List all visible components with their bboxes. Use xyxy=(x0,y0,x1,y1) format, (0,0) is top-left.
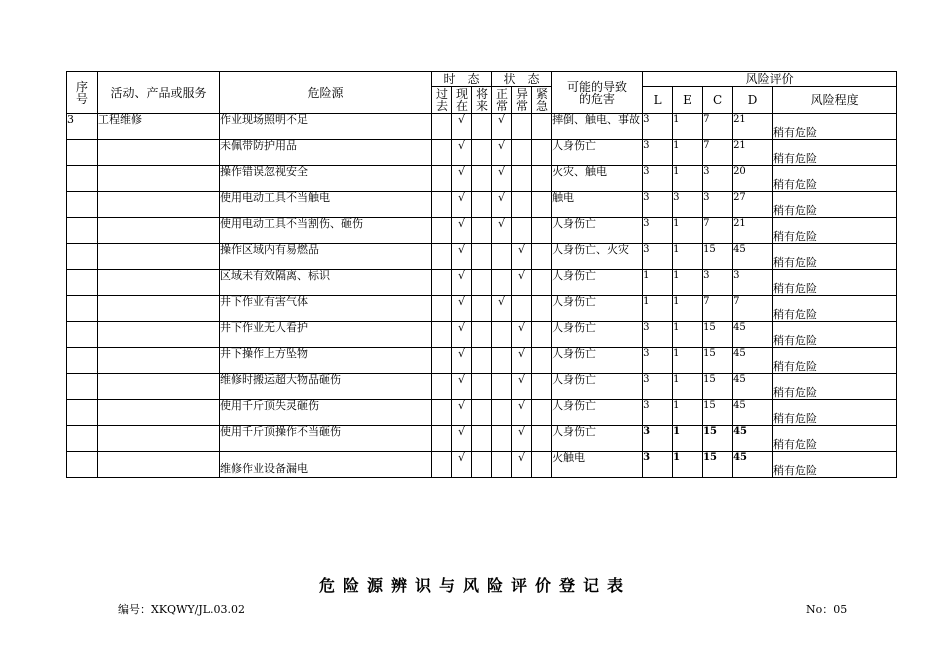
cell-future xyxy=(472,296,492,322)
cell-level: 稍有危险 xyxy=(773,400,897,426)
cell-seq xyxy=(67,218,98,244)
header-state: 状 态 xyxy=(492,72,552,87)
cell-emergency xyxy=(532,322,552,348)
cell-emergency xyxy=(532,244,552,270)
cell-past xyxy=(432,452,452,478)
cell-D: 45 xyxy=(733,400,773,426)
cell-past xyxy=(432,296,452,322)
header-past: 过去 xyxy=(432,87,452,114)
cell-hazard: 未佩带防护用品 xyxy=(220,140,432,166)
cell-abnormal: √ xyxy=(512,348,532,374)
cell-present: √ xyxy=(452,400,472,426)
cell-hazard: 使用千斤顶操作不当砸伤 xyxy=(220,426,432,452)
cell-seq xyxy=(67,244,98,270)
cell-D: 45 xyxy=(733,452,773,478)
cell-normal xyxy=(492,270,512,296)
cell-present: √ xyxy=(452,218,472,244)
cell-C: 15 xyxy=(703,400,733,426)
cell-level: 稍有危险 xyxy=(773,270,897,296)
cell-L: 3 xyxy=(643,244,673,270)
cell-present: √ xyxy=(452,296,472,322)
cell-result: 人身伤亡 xyxy=(552,296,643,322)
cell-seq xyxy=(67,374,98,400)
cell-D: 3 xyxy=(733,270,773,296)
cell-future xyxy=(472,400,492,426)
cell-hazard: 井下作业有害气体 xyxy=(220,296,432,322)
cell-abnormal: √ xyxy=(512,270,532,296)
cell-E: 1 xyxy=(673,374,703,400)
cell-C: 7 xyxy=(703,140,733,166)
cell-hazard: 使用电动工具不当触电 xyxy=(220,192,432,218)
cell-D: 27 xyxy=(733,192,773,218)
cell-D: 45 xyxy=(733,244,773,270)
table-row xyxy=(67,218,897,244)
cell-E: 3 xyxy=(673,192,703,218)
table-row xyxy=(67,270,897,296)
cell-emergency xyxy=(532,166,552,192)
cell-E: 1 xyxy=(673,114,703,140)
cell-result: 人身伤亡 xyxy=(552,270,643,296)
table-row xyxy=(67,426,897,452)
cell-result: 人身伤亡 xyxy=(552,218,643,244)
header-L: L xyxy=(643,87,673,114)
cell-seq xyxy=(67,400,98,426)
cell-E: 1 xyxy=(673,218,703,244)
cell-present: √ xyxy=(452,244,472,270)
cell-hazard: 使用电动工具不当割伤、砸伤 xyxy=(220,218,432,244)
cell-D: 21 xyxy=(733,140,773,166)
cell-activity xyxy=(98,192,220,218)
cell-past xyxy=(432,218,452,244)
cell-C: 15 xyxy=(703,374,733,400)
cell-E: 1 xyxy=(673,348,703,374)
cell-D: 45 xyxy=(733,348,773,374)
cell-present: √ xyxy=(452,166,472,192)
cell-L: 3 xyxy=(643,374,673,400)
cell-emergency xyxy=(532,140,552,166)
cell-future xyxy=(472,218,492,244)
cell-normal xyxy=(492,452,512,478)
cell-emergency xyxy=(532,296,552,322)
cell-past xyxy=(432,114,452,140)
cell-future xyxy=(472,452,492,478)
cell-result: 人身伤亡 xyxy=(552,322,643,348)
cell-future xyxy=(472,426,492,452)
header-future: 将来 xyxy=(472,87,492,114)
cell-L: 3 xyxy=(643,322,673,348)
cell-normal: √ xyxy=(492,218,512,244)
cell-level: 稍有危险 xyxy=(773,140,897,166)
cell-activity xyxy=(98,296,220,322)
cell-L: 3 xyxy=(643,114,673,140)
header-tense: 时 态 xyxy=(432,72,492,87)
cell-hazard: 操作区域内有易燃品 xyxy=(220,244,432,270)
cell-seq xyxy=(67,192,98,218)
cell-future xyxy=(472,114,492,140)
cell-activity xyxy=(98,426,220,452)
cell-emergency xyxy=(532,374,552,400)
cell-level: 稍有危险 xyxy=(773,114,897,140)
cell-abnormal: √ xyxy=(512,244,532,270)
header-abnormal: 异常 xyxy=(512,87,532,114)
cell-past xyxy=(432,322,452,348)
cell-normal: √ xyxy=(492,114,512,140)
table-row xyxy=(67,374,897,400)
cell-abnormal xyxy=(512,192,532,218)
table-row xyxy=(67,348,897,374)
cell-C: 7 xyxy=(703,296,733,322)
cell-E: 1 xyxy=(673,166,703,192)
cell-hazard: 维修作业设备漏电 xyxy=(220,452,432,478)
cell-past xyxy=(432,426,452,452)
cell-future xyxy=(472,166,492,192)
cell-emergency xyxy=(532,192,552,218)
cell-hazard: 操作错误忽视安全 xyxy=(220,166,432,192)
cell-C: 7 xyxy=(703,114,733,140)
cell-L: 3 xyxy=(643,426,673,452)
cell-activity xyxy=(98,374,220,400)
cell-abnormal: √ xyxy=(512,374,532,400)
cell-level: 稍有危险 xyxy=(773,426,897,452)
cell-D: 21 xyxy=(733,218,773,244)
cell-seq xyxy=(67,426,98,452)
cell-past xyxy=(432,244,452,270)
cell-C: 15 xyxy=(703,322,733,348)
cell-level: 稍有危险 xyxy=(773,218,897,244)
cell-abnormal: √ xyxy=(512,426,532,452)
cell-normal xyxy=(492,348,512,374)
cell-past xyxy=(432,374,452,400)
cell-result: 人身伤亡 xyxy=(552,374,643,400)
cell-activity xyxy=(98,166,220,192)
cell-present: √ xyxy=(452,348,472,374)
header-hazard: 危险源 xyxy=(220,72,432,114)
header-level: 风险程度 xyxy=(773,87,897,114)
cell-result: 人身伤亡 xyxy=(552,348,643,374)
table-row xyxy=(67,296,897,322)
cell-future xyxy=(472,140,492,166)
cell-activity xyxy=(98,322,220,348)
cell-activity: 工程维修 xyxy=(98,114,220,140)
cell-future xyxy=(472,244,492,270)
cell-normal: √ xyxy=(492,296,512,322)
cell-D: 45 xyxy=(733,374,773,400)
cell-level: 稍有危险 xyxy=(773,374,897,400)
cell-hazard: 井下作业无人看护 xyxy=(220,322,432,348)
cell-D: 21 xyxy=(733,114,773,140)
document-code: 编号：XKQWY/JL.03.02 xyxy=(118,603,246,616)
cell-C: 3 xyxy=(703,192,733,218)
cell-C: 15 xyxy=(703,452,733,478)
cell-level: 稍有危险 xyxy=(773,322,897,348)
cell-seq xyxy=(67,296,98,322)
header-risk: 风险评价 xyxy=(643,72,897,87)
cell-present: √ xyxy=(452,322,472,348)
cell-abnormal xyxy=(512,218,532,244)
cell-E: 1 xyxy=(673,426,703,452)
cell-emergency xyxy=(532,452,552,478)
document-title: 危险源辨识与风险评价登记表 xyxy=(318,576,631,595)
cell-result: 人身伤亡、火灾 xyxy=(552,244,643,270)
cell-emergency xyxy=(532,270,552,296)
cell-activity xyxy=(98,244,220,270)
cell-present: √ xyxy=(452,426,472,452)
table-row xyxy=(67,192,897,218)
cell-L: 3 xyxy=(643,218,673,244)
table-row xyxy=(67,400,897,426)
cell-level: 稍有危险 xyxy=(773,244,897,270)
cell-abnormal: √ xyxy=(512,400,532,426)
cell-D: 7 xyxy=(733,296,773,322)
table-row xyxy=(67,166,897,192)
cell-abnormal xyxy=(512,140,532,166)
cell-seq xyxy=(67,348,98,374)
cell-seq xyxy=(67,322,98,348)
cell-D: 20 xyxy=(733,166,773,192)
cell-C: 15 xyxy=(703,348,733,374)
cell-present: √ xyxy=(452,140,472,166)
cell-result: 人身伤亡 xyxy=(552,140,643,166)
cell-L: 3 xyxy=(643,452,673,478)
cell-present: √ xyxy=(452,270,472,296)
cell-hazard: 井下操作上方坠物 xyxy=(220,348,432,374)
cell-result: 人身伤亡 xyxy=(552,426,643,452)
cell-result: 触电 xyxy=(552,192,643,218)
cell-seq xyxy=(67,452,98,478)
cell-abnormal: √ xyxy=(512,452,532,478)
cell-activity xyxy=(98,270,220,296)
header-emergency: 紧急 xyxy=(532,87,552,114)
cell-C: 3 xyxy=(703,270,733,296)
cell-normal: √ xyxy=(492,192,512,218)
cell-present: √ xyxy=(452,374,472,400)
cell-normal xyxy=(492,322,512,348)
cell-seq xyxy=(67,140,98,166)
cell-past xyxy=(432,192,452,218)
cell-C: 3 xyxy=(703,166,733,192)
cell-future xyxy=(472,322,492,348)
cell-normal: √ xyxy=(492,140,512,166)
cell-past xyxy=(432,140,452,166)
cell-E: 1 xyxy=(673,296,703,322)
cell-present: √ xyxy=(452,452,472,478)
cell-activity xyxy=(98,348,220,374)
cell-seq xyxy=(67,270,98,296)
table-row xyxy=(67,244,897,270)
cell-normal xyxy=(492,426,512,452)
document-number: No：05 xyxy=(806,603,848,616)
cell-E: 1 xyxy=(673,140,703,166)
cell-past xyxy=(432,400,452,426)
cell-result: 火灾、触电 xyxy=(552,166,643,192)
cell-E: 1 xyxy=(673,270,703,296)
header-E: E xyxy=(673,87,703,114)
header-D: D xyxy=(733,87,773,114)
header-C: C xyxy=(703,87,733,114)
cell-hazard: 使用千斤顶失灵砸伤 xyxy=(220,400,432,426)
cell-normal: √ xyxy=(492,166,512,192)
cell-activity xyxy=(98,452,220,478)
cell-past xyxy=(432,270,452,296)
cell-abnormal: √ xyxy=(512,322,532,348)
cell-level: 稍有危险 xyxy=(773,192,897,218)
cell-result: 人身伤亡 xyxy=(552,400,643,426)
cell-emergency xyxy=(532,218,552,244)
cell-normal xyxy=(492,374,512,400)
cell-level: 稍有危险 xyxy=(773,166,897,192)
cell-normal xyxy=(492,244,512,270)
cell-hazard: 维修时搬运超大物品砸伤 xyxy=(220,374,432,400)
cell-L: 3 xyxy=(643,400,673,426)
table-row xyxy=(67,452,897,478)
cell-hazard: 作业现场照明不足 xyxy=(220,114,432,140)
cell-future xyxy=(472,348,492,374)
cell-future xyxy=(472,374,492,400)
cell-past xyxy=(432,348,452,374)
cell-L: 1 xyxy=(643,296,673,322)
cell-D: 45 xyxy=(733,426,773,452)
cell-L: 3 xyxy=(643,166,673,192)
cell-L: 3 xyxy=(643,140,673,166)
cell-L: 1 xyxy=(643,270,673,296)
cell-level: 稍有危险 xyxy=(773,348,897,374)
cell-normal xyxy=(492,400,512,426)
cell-E: 1 xyxy=(673,400,703,426)
header-seq: 序号 xyxy=(67,72,98,114)
cell-seq: 3 xyxy=(67,114,98,140)
cell-D: 45 xyxy=(733,322,773,348)
cell-activity xyxy=(98,400,220,426)
cell-hazard: 区域未有效隔离、标识 xyxy=(220,270,432,296)
cell-C: 7 xyxy=(703,218,733,244)
header-activity: 活动、产品或服务 xyxy=(98,72,220,114)
cell-C: 15 xyxy=(703,426,733,452)
cell-present: √ xyxy=(452,192,472,218)
cell-level: 稍有危险 xyxy=(773,452,897,478)
cell-emergency xyxy=(532,114,552,140)
cell-result: 摔倒、触电、事故 xyxy=(552,114,643,140)
header-normal: 正常 xyxy=(492,87,512,114)
cell-result: 火触电 xyxy=(552,452,643,478)
hazard-register-table xyxy=(66,71,897,478)
cell-C: 15 xyxy=(703,244,733,270)
cell-E: 1 xyxy=(673,452,703,478)
cell-abnormal xyxy=(512,166,532,192)
cell-seq xyxy=(67,166,98,192)
cell-activity xyxy=(98,140,220,166)
cell-L: 3 xyxy=(643,192,673,218)
cell-emergency xyxy=(532,426,552,452)
cell-abnormal xyxy=(512,296,532,322)
cell-L: 3 xyxy=(643,348,673,374)
cell-future xyxy=(472,192,492,218)
cell-E: 1 xyxy=(673,322,703,348)
table-row xyxy=(67,322,897,348)
cell-abnormal xyxy=(512,114,532,140)
table-row xyxy=(67,114,897,140)
cell-future xyxy=(472,270,492,296)
cell-emergency xyxy=(532,400,552,426)
cell-emergency xyxy=(532,348,552,374)
cell-activity xyxy=(98,218,220,244)
cell-E: 1 xyxy=(673,244,703,270)
cell-past xyxy=(432,166,452,192)
header-result: 可能的导致的危害 xyxy=(552,72,643,114)
header-present: 现在 xyxy=(452,87,472,114)
table-row xyxy=(67,140,897,166)
cell-present: √ xyxy=(452,114,472,140)
cell-level: 稍有危险 xyxy=(773,296,897,322)
